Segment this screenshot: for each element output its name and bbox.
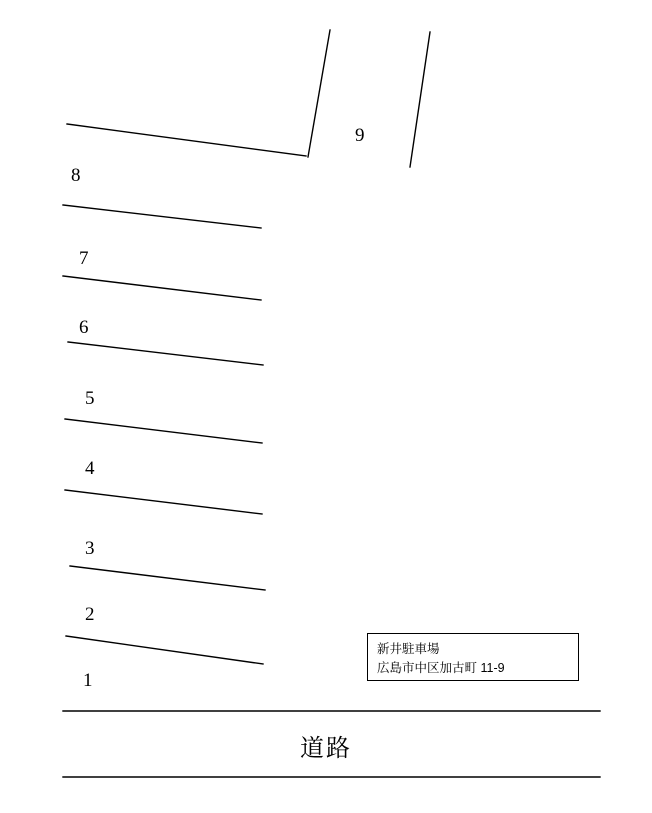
stall-label-6: 6: [79, 317, 89, 338]
stall-label-7: 7: [79, 248, 89, 269]
stall-label-4: 4: [85, 458, 95, 479]
outer-right-diagonal: [410, 32, 430, 167]
stall-label-1: 1: [83, 670, 93, 691]
stall-label-9: 9: [355, 125, 365, 146]
stall-label-2: 2: [85, 604, 95, 625]
outer-top-right-diagonal: [308, 30, 330, 157]
stall-divider-8-7: [63, 205, 261, 228]
stall-label-3: 3: [85, 538, 95, 559]
stall-label-8: 8: [71, 165, 81, 186]
road-label: 道路: [300, 736, 352, 762]
stall-divider-3-2: [70, 566, 265, 590]
stall-divider-5-4: [65, 419, 262, 443]
info-box-address: 広島市中区加古町 11-9: [377, 661, 505, 676]
stall-label-5: 5: [85, 388, 95, 409]
stall-divider-4-3: [65, 490, 262, 514]
info-box: [367, 633, 579, 681]
stall-divider-2-1: [66, 636, 263, 664]
outer-left-edge: [67, 124, 306, 156]
info-box-name: 新井駐車場: [377, 642, 440, 656]
stall-divider-6-5: [68, 342, 263, 365]
stall-divider-7-6: [63, 276, 261, 300]
